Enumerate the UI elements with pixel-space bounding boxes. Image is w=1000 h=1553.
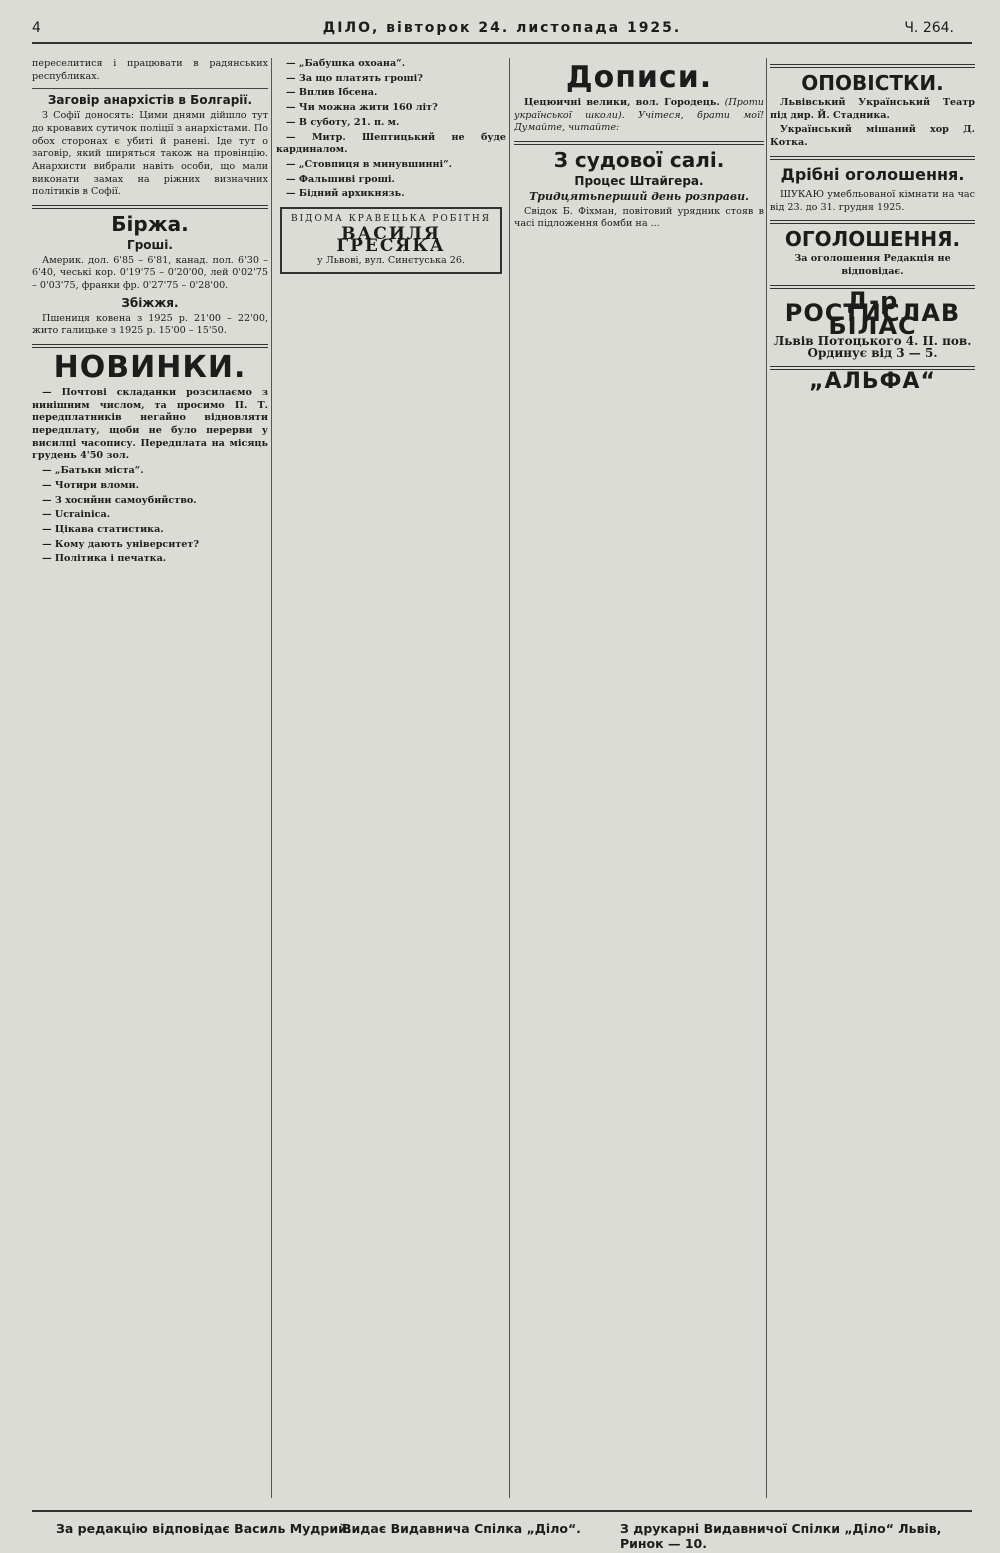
- court-body: Свідок Б. Фіхман, повітовий урядник стояв в часі підложення бомби на ...: [514, 205, 764, 230]
- subsection-title: Гроші.: [127, 238, 173, 253]
- news-lead: — Політика і печатка.: [42, 553, 167, 565]
- notice-theatre: Львівський Український Театр під дир. Й. Стадника.: [770, 97, 975, 121]
- header-rule: [32, 42, 972, 44]
- divider: [770, 64, 975, 68]
- footer-rule: [32, 1510, 972, 1512]
- section-title-news: НОВИНКИ.: [53, 349, 247, 385]
- report-body: (Проти української школи). Учітеся, брати мої! Думайте, читайте:: [514, 97, 764, 134]
- news-lead: — Бідний архикнязь.: [286, 188, 405, 200]
- report-lead: Цецюичні велики, вол. Городець.: [524, 97, 720, 108]
- issue-number: Ч. 264.: [904, 20, 954, 36]
- news-lead: — В суботу, 21. п. м.: [286, 116, 400, 128]
- section-title-ads: ОГОЛОШЕННЯ.: [784, 227, 961, 252]
- news-body: та просимо П. Т. передплатників негайно відновляти передплату, щоби не було перерви у висилці часопису. Передплата на місяць грудень 4'50 зол.: [32, 399, 268, 462]
- ads-disclaimer: За оголошення Редакція не відповідає.: [794, 253, 951, 277]
- ad-name: ВАСИЛЯ ГРЕСЯКА: [336, 223, 446, 257]
- divider: [32, 344, 268, 348]
- news-lead: — Ucrainica.: [42, 509, 111, 521]
- section-title-court: З судової салі.: [553, 148, 725, 173]
- coop-ad-name: „АЛЬФА“: [809, 369, 936, 395]
- news-lead: — „Батьки міста“.: [42, 465, 144, 477]
- imprint-footer: [32, 1518, 972, 1551]
- article-fragment: переселитися і працювати в радянських республиках.: [32, 58, 268, 82]
- news-lead: — Фальшиві гроші.: [286, 173, 395, 185]
- divider: [770, 156, 975, 160]
- article-title: Заговір анархістів в Болгарії.: [47, 93, 253, 108]
- news-lead: — Почтові складанки розсилаємо з нинішним числом,: [32, 386, 268, 411]
- divider: [32, 88, 268, 89]
- news-lead: — „Бабушка охоана“.: [286, 58, 406, 69]
- court-subtitle: Процес Штайгера.: [574, 174, 704, 189]
- divider: [32, 205, 268, 209]
- news-lead: — „Стовпиця в минувшинні“.: [286, 158, 453, 170]
- tailor-advertisement: [280, 207, 502, 274]
- exchange-rates: Америк. дол. 6'85 – 6'81, канад. пол. 6'30 – 6'40, чеські кор. 0'19'75 – 0'20'00, лей 0'02'75 – 0'03'75, франки фр. 0'27'75 – 0'28'00.: [32, 254, 268, 292]
- news-lead: — З хосийни самоубийство.: [42, 494, 197, 506]
- section-title-small-ads: Дрібні оголошення.: [780, 164, 965, 184]
- section-title-exchange: Біржа.: [111, 212, 189, 237]
- page-number: 4: [32, 20, 41, 36]
- ad-line: ВІДОМА КРАВЕЦЬКА РОБІТНЯ: [290, 214, 492, 225]
- doctor-ad-address: Львів Потоцького 4. II. пов.: [773, 333, 972, 348]
- masthead: ДІЛО, вівторок 24. листопада 1925.: [322, 20, 682, 36]
- court-day: Тридцятьперший день розправи.: [529, 189, 749, 203]
- running-header: [32, 18, 972, 40]
- news-lead: — Вплив Ібсена.: [286, 87, 378, 99]
- footer-publisher: Видає Видавнича Спілка „Діло“.: [342, 1521, 581, 1536]
- grain-prices: Пшениця ковена з 1925 р. 21'00 – 22'00, жито галицьке з 1925 р. 15'00 – 15'50.: [32, 312, 268, 337]
- ad-address: у Львові, вул. Синєтуська 26.: [317, 255, 465, 267]
- doctor-ad-hours: Ординує від 3 — 5.: [807, 346, 938, 361]
- column-divider: [766, 58, 767, 1498]
- notice-choir: Український мішаний хор Д. Котка.: [770, 124, 975, 149]
- section-title-reports: Дописи.: [565, 60, 713, 95]
- news-lead: — Митр. Шептицький не буде кардиналом.: [276, 131, 506, 156]
- divider: [514, 141, 764, 145]
- column-divider: [271, 58, 272, 1498]
- column-2: [276, 58, 506, 1506]
- column-4: [770, 58, 975, 1506]
- divider: [770, 220, 975, 224]
- column-1: [32, 58, 268, 1506]
- article-body: З Софії доносять: Цими днями дійшло тут до кровавих сутичок поліції з анархістами. По обох сторонах є убиті й ранені. Іде тут о заговір, який ширяться також на провінцію. Анархисти вибрали навіть особи, що мали виконати замах на ріжних визначних політиків в Софії.: [32, 110, 268, 198]
- column-divider: [509, 58, 510, 1498]
- news-lead: — За що платять гроші?: [286, 72, 423, 84]
- news-lead: — Цікава статистика.: [42, 523, 164, 535]
- news-lead: — Кому дають університет?: [42, 538, 199, 550]
- section-title-notices: ОПОВІСТКИ.: [801, 71, 944, 95]
- footer-editor: За редакцію відповідає Василь Мудрий.: [56, 1521, 352, 1536]
- subsection-title: Збіжжя.: [121, 295, 179, 310]
- news-lead: — Чи можна жити 160 літ?: [286, 102, 438, 114]
- footer-printer: З друкарні Видавничої Спілки „Діло“ Львів, Ринок — 10.: [620, 1521, 942, 1551]
- news-lead: — Чотири вломи.: [42, 479, 139, 491]
- column-3: [514, 58, 764, 1506]
- small-ad: ШУКАЮ умебльованої кімнати на час від 23. до 31. грудня 1925.: [770, 188, 975, 213]
- doctor-ad-name: Д-р РОСТИСЛАВ БІЛАС: [784, 286, 961, 341]
